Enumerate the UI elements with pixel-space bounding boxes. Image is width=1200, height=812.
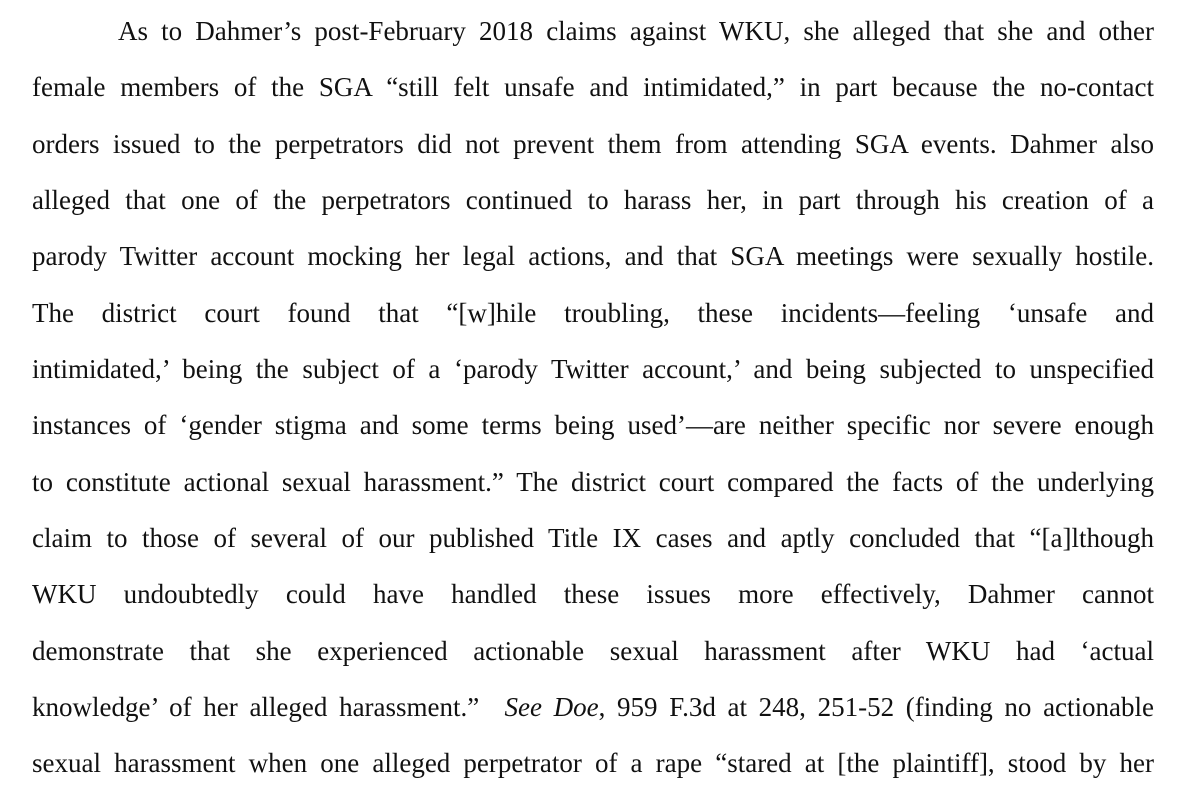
paragraph-line-13	[32, 689, 1154, 725]
line-13-text: knowledge’ of her alleged harassment.”	[32, 692, 480, 722]
paragraph-line-8: instances of ‘gender stigma and some terms being used’—are neither specific nor severe enough	[32, 410, 1154, 440]
paragraph-line-12: demonstrate that she experienced actionable sexual harassment after WKU had ‘actual	[32, 636, 1154, 666]
paragraph-line-6: The district court found that “[w]hile troubling, these incidents—feeling ‘unsafe and	[32, 298, 1154, 328]
paragraph-line-3: orders issued to the perpetrators did not prevent them from attending SGA events. Dahmer also	[32, 129, 1154, 159]
paragraph-line-5: parody Twitter account mocking her legal actions, and that SGA meetings were sexually hostile.	[32, 241, 1154, 271]
paragraph-line-4: alleged that one of the perpetrators continued to harass her, in part through his creation of a	[32, 185, 1154, 215]
paragraph-line-2: female members of the SGA “still felt unsafe and intimidated,” in part because the no-contact	[32, 72, 1154, 102]
paragraph-line-11: WKU undoubtedly could have handled these issues more effectively, Dahmer cannot	[32, 579, 1154, 609]
case-citation	[491, 692, 1154, 722]
paragraph-line-7: intimidated,’ being the subject of a ‘parody Twitter account,’ and being subjected to unspecified	[32, 354, 1154, 384]
citation-italic: See Doe	[504, 692, 599, 722]
paragraph-line-14: sexual harassment when one alleged perpetrator of a rape “stared at [the plaintiff], stood by her	[32, 748, 1154, 778]
paragraph-line-10: claim to those of several of our published Title IX cases and aptly concluded that “[a]lthough	[32, 523, 1154, 553]
paragraph-line-1: As to Dahmer’s post-February 2018 claims against WKU, she alleged that she and other	[118, 16, 1154, 46]
citation-detail: , 959 F.3d at 248, 251-52 (finding no actionable	[598, 692, 1155, 722]
paragraph-line-9: to constitute actional sexual harassment.” The district court compared the facts of the underlying	[32, 467, 1154, 497]
